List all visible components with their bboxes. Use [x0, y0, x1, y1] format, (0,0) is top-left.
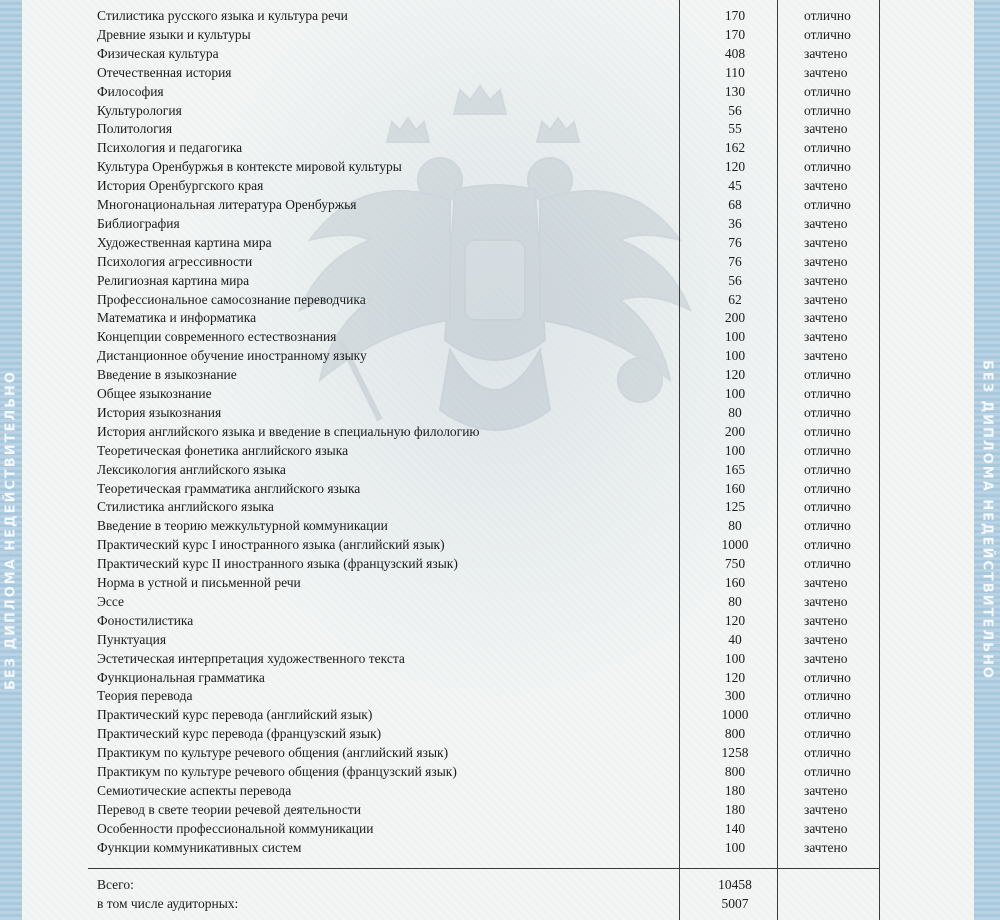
cell-grade: отлично [804, 556, 851, 572]
cell-hours: 56 [728, 272, 742, 288]
table-row [0, 176, 1000, 195]
cell-hours: 130 [724, 83, 746, 99]
cell-grade: зачтено [804, 215, 848, 231]
cell-grade: отлично [804, 197, 851, 212]
cell-grade: отлично [804, 386, 851, 401]
table-row [0, 611, 1000, 630]
cell-grade: зачтено [804, 329, 848, 345]
cell-hours: 45 [728, 178, 742, 194]
table-row [0, 138, 1000, 157]
band-text-right: БЕЗ ДИПЛОМА НЕДЕЙСТВИТЕЛЬНО [979, 360, 995, 680]
cell-subject: Психология и педагогика [97, 140, 243, 156]
cell-grade: отлично [804, 140, 851, 156]
table-row [0, 819, 1000, 838]
cell-subject: Дистанционное обучение иностранному языку [97, 348, 367, 364]
table-row [0, 252, 1000, 271]
table-row [0, 44, 1000, 63]
cell-hours: 55 [728, 121, 742, 137]
table-row [0, 479, 1000, 498]
table-row [0, 724, 1000, 743]
cell-grade: зачтено [804, 121, 848, 137]
cell-subject: Практикум по культуре речевого общения (французский язык) [97, 764, 457, 779]
cell-hours: 100 [724, 650, 746, 666]
cell-subject: Отечественная история [97, 64, 232, 80]
cell-subject: Норма в устной и письменной речи [97, 575, 301, 590]
cell-subject: Теоретическая фонетика английского языка [97, 442, 349, 458]
cell-subject: Теоретическая грамматика английского языка [97, 480, 361, 496]
cell-hours: 200 [724, 310, 746, 326]
table-row [0, 25, 1000, 44]
cell-hours: 160 [724, 575, 746, 590]
table-row [0, 686, 1000, 705]
cell-hours: 160 [724, 480, 746, 496]
cell-grade: зачтено [804, 839, 848, 855]
cell-grade: зачтено [804, 310, 848, 326]
table-row [0, 781, 1000, 800]
cell-hours: 125 [724, 499, 746, 515]
cell-subject: Физическая культура [97, 45, 219, 61]
cell-hours: 100 [724, 839, 746, 855]
table-row [0, 630, 1000, 649]
table-row [0, 365, 1000, 384]
cell-grade: зачтено [804, 782, 848, 798]
table-row [0, 233, 1000, 252]
cell-subject: Стилистика русского языка и культура речи [97, 8, 348, 23]
table-row [0, 214, 1000, 233]
table-row [0, 6, 1000, 25]
cell-hours: 165 [724, 461, 746, 477]
cell-hours: 162 [724, 140, 746, 156]
cell-subject: Практический курс I иностранного языка (английский язык) [97, 537, 445, 553]
cell-hours: 120 [724, 367, 746, 383]
cell-hours: 800 [724, 764, 746, 779]
table-row [0, 346, 1000, 365]
cell-subject: Общее языкознание [97, 386, 212, 401]
cell-hours: 120 [724, 159, 746, 175]
cell-grade: зачтено [804, 234, 848, 250]
cell-hours: 76 [728, 253, 742, 269]
table-row [0, 327, 1000, 346]
cell-subject: Математика и информатика [97, 310, 257, 326]
table-row [0, 119, 1000, 138]
cell-subject: Особенности профессиональной коммуникации [97, 820, 374, 836]
cell-hours: 170 [724, 8, 746, 23]
cell-hours: 1000 [721, 537, 749, 553]
table-row [0, 384, 1000, 403]
cell-subject: Всего: [97, 877, 134, 892]
cell-grade: зачтено [804, 253, 848, 269]
cell-hours: 100 [724, 329, 746, 345]
cell-grade: отлично [804, 688, 851, 704]
cell-hours: 200 [724, 423, 746, 439]
cell-grade: отлично [804, 745, 851, 761]
cell-hours: 5007 [721, 896, 749, 911]
cell-subject: Перевод в свете теории речевой деятельности [97, 801, 361, 817]
table-row [0, 838, 1000, 857]
cell-hours: 170 [724, 26, 746, 42]
cell-hours: 10458 [718, 877, 752, 892]
cell-subject: Религиозная картина мира [97, 272, 250, 288]
cell-subject: Практикум по культуре речевого общения (английский язык) [97, 745, 449, 761]
table-row [0, 762, 1000, 781]
cell-grade: зачтено [804, 631, 848, 647]
table-row [0, 403, 1000, 422]
cell-grade: зачтено [804, 820, 848, 836]
cell-grade: отлично [804, 159, 851, 175]
cell-grade: отлично [804, 480, 851, 496]
cell-subject: Эстетическая интерпретация художественного текста [97, 650, 405, 666]
cell-hours: 40 [728, 631, 742, 647]
cell-grade: отлично [804, 83, 851, 99]
cell-subject: Семиотические аспекты перевода [97, 782, 292, 798]
cell-subject: Культурология [97, 102, 182, 118]
cell-subject: Практический курс перевода (английский язык) [97, 707, 373, 723]
table-row [0, 743, 1000, 762]
total-row [0, 894, 1000, 913]
cell-subject: Многонациональная литература Оренбуржья [97, 197, 357, 212]
table-row [0, 290, 1000, 309]
cell-grade: зачтено [804, 612, 848, 628]
table-row [0, 460, 1000, 479]
cell-subject: Функции коммуникативных систем [97, 839, 302, 855]
table-row [0, 308, 1000, 327]
cell-subject: Культура Оренбуржья в контексте мировой культуры [97, 159, 402, 175]
cell-hours: 140 [724, 820, 746, 836]
cell-grade: отлично [804, 726, 851, 742]
cell-grade: отлично [804, 442, 851, 458]
totals-divider [88, 868, 880, 869]
table-row [0, 82, 1000, 101]
cell-hours: 408 [724, 45, 746, 61]
cell-subject: Стилистика английского языка [97, 499, 274, 515]
cell-grade: отлично [804, 461, 851, 477]
cell-subject: Древние языки и культуры [97, 26, 251, 42]
cell-grade: отлично [804, 764, 851, 779]
table-row [0, 271, 1000, 290]
table-row [0, 573, 1000, 592]
cell-subject: Философия [97, 83, 164, 99]
cell-subject: Политология [97, 121, 173, 137]
cell-hours: 180 [724, 801, 746, 817]
table-row [0, 592, 1000, 611]
cell-grade: отлично [804, 669, 851, 685]
cell-grade: зачтено [804, 45, 848, 61]
table-row [0, 705, 1000, 724]
cell-hours: 300 [724, 688, 746, 704]
cell-grade: зачтено [804, 801, 848, 817]
cell-subject: Эссе [97, 593, 125, 609]
cell-subject: Введение в языкознание [97, 367, 237, 383]
cell-subject: Концепции современного естествознания [97, 329, 337, 345]
cell-hours: 36 [728, 215, 742, 231]
cell-hours: 180 [724, 782, 746, 798]
cell-grade: зачтено [804, 650, 848, 666]
cell-subject: Практический курс II иностранного языка (французский язык) [97, 556, 458, 572]
cell-subject: Фоностилистика [97, 612, 194, 628]
cell-hours: 62 [728, 291, 742, 307]
cell-grade: отлично [804, 423, 851, 439]
cell-hours: 100 [724, 348, 746, 364]
cell-subject: Психология агрессивности [97, 253, 253, 269]
cell-subject: Теория перевода [97, 688, 193, 704]
table-row [0, 554, 1000, 573]
cell-grade: зачтено [804, 178, 848, 194]
cell-subject: История Оренбургского края [97, 178, 264, 194]
total-row [0, 875, 1000, 894]
cell-grade: отлично [804, 367, 851, 383]
band-text-left: БЕЗ ДИПЛОМА НЕДЕЙСТВИТЕЛЬНО [3, 370, 19, 690]
cell-subject: Введение в теорию межкультурной коммуникации [97, 518, 388, 534]
cell-grade: зачтено [804, 575, 848, 590]
table-row [0, 63, 1000, 82]
table-row [0, 441, 1000, 460]
cell-hours: 1000 [721, 707, 749, 723]
cell-subject: Художественная картина мира [97, 234, 272, 250]
cell-hours: 120 [724, 612, 746, 628]
cell-grade: отлично [804, 707, 851, 723]
table-row [0, 497, 1000, 516]
cell-hours: 120 [724, 669, 746, 685]
cell-grade: зачтено [804, 291, 848, 307]
cell-subject: История английского языка и введение в специальную филологию [97, 423, 480, 439]
cell-subject: Функциональная грамматика [97, 669, 265, 685]
table-row [0, 649, 1000, 668]
table-row [0, 101, 1000, 120]
cell-hours: 800 [724, 726, 746, 742]
cell-grade: отлично [804, 518, 851, 534]
cell-grade: отлично [804, 537, 851, 553]
cell-subject: в том числе аудиторных: [97, 896, 239, 911]
cell-hours: 750 [724, 556, 746, 572]
cell-hours: 1258 [721, 745, 749, 761]
cell-hours: 110 [725, 64, 745, 80]
cell-subject: Профессиональное самосознание переводчика [97, 291, 366, 307]
cell-hours: 100 [724, 386, 746, 401]
cell-subject: Пунктуация [97, 631, 167, 647]
cell-hours: 80 [728, 518, 742, 534]
cell-hours: 80 [728, 593, 742, 609]
table-row [0, 516, 1000, 535]
table-row [0, 157, 1000, 176]
cell-subject: Лексикология английского языка [97, 461, 286, 477]
table-row [0, 800, 1000, 819]
cell-hours: 76 [728, 234, 742, 250]
cell-subject: Библиография [97, 215, 180, 231]
table-row [0, 195, 1000, 214]
cell-subject: История языкознания [97, 404, 222, 420]
table-row [0, 535, 1000, 554]
cell-hours: 68 [728, 197, 742, 212]
table-row [0, 422, 1000, 441]
cell-hours: 80 [728, 404, 742, 420]
cell-grade: зачтено [804, 348, 848, 364]
table-row [0, 668, 1000, 687]
cell-grade: отлично [804, 499, 851, 515]
cell-grade: отлично [804, 26, 851, 42]
cell-grade: зачтено [804, 64, 848, 80]
cell-grade: зачтено [804, 272, 848, 288]
cell-subject: Практический курс перевода (французский язык) [97, 726, 382, 742]
cell-hours: 56 [728, 102, 742, 118]
cell-grade: отлично [804, 102, 851, 118]
cell-hours: 100 [724, 442, 746, 458]
cell-grade: зачтено [804, 593, 848, 609]
cell-grade: отлично [804, 8, 851, 23]
cell-grade: отлично [804, 404, 851, 420]
